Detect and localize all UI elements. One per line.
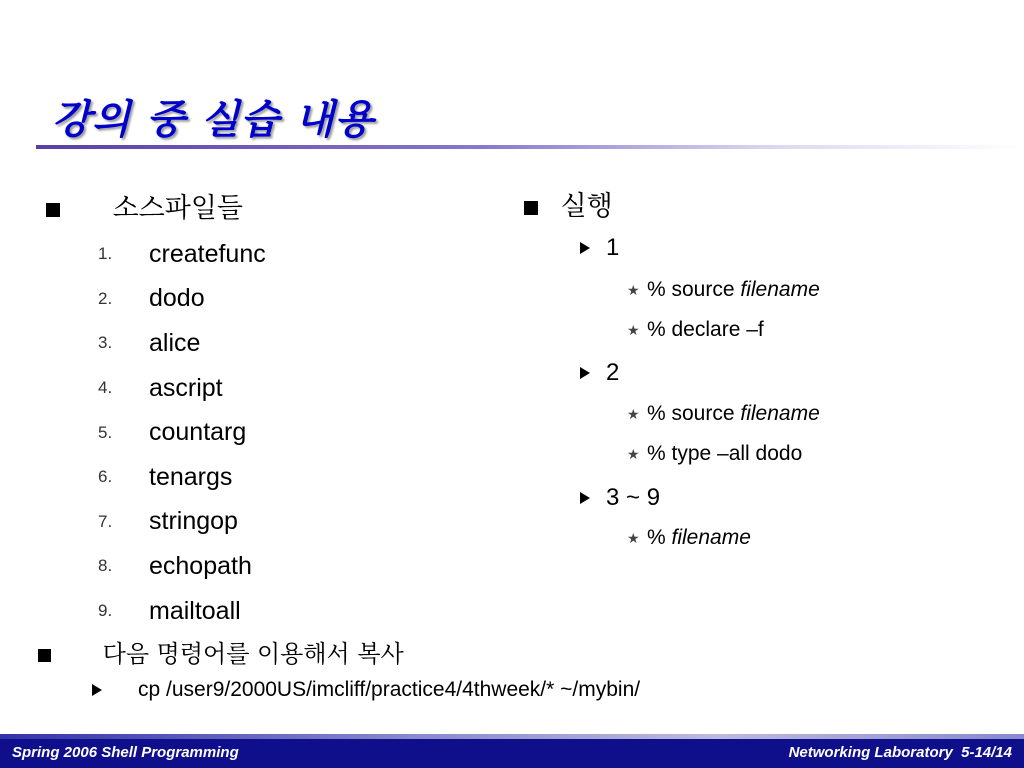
list-item <box>98 321 266 366</box>
list-number: 9. <box>98 601 113 621</box>
command-line: ★ % declare –f <box>627 318 764 341</box>
square-bullet-icon <box>38 649 51 662</box>
file-name: mailtoall <box>149 596 241 625</box>
command-line: ★ % source filename <box>627 402 820 425</box>
copy-command <box>92 678 640 702</box>
command-line: ★ % source filename <box>627 278 820 301</box>
star-bullet-icon: ★ <box>627 445 640 462</box>
footer-page-info: Networking Laboratory 5-14/14 <box>788 744 1012 761</box>
file-name: alice <box>149 328 201 357</box>
list-item <box>98 277 266 322</box>
copy-section-heading <box>38 634 404 669</box>
command-line: ★ % filename <box>627 526 751 549</box>
footer-course: Spring 2006 Shell Programming <box>12 744 239 761</box>
list-number: 6. <box>98 467 113 487</box>
copy-section-heading-text: 다음 명령어를 이용해서 복사 <box>102 640 404 668</box>
list-item <box>98 410 266 455</box>
file-name: echopath <box>149 551 252 580</box>
triangle-bullet-icon <box>580 242 590 254</box>
right-section-heading-text: 실행 <box>560 191 613 222</box>
left-section-heading-text: 소스파일들 <box>112 193 244 224</box>
list-number: 3. <box>98 333 113 353</box>
left-section-heading <box>46 186 243 225</box>
list-number: 8. <box>98 556 113 576</box>
source-file-list <box>98 232 266 633</box>
list-number: 1. <box>98 244 113 264</box>
file-name: tenargs <box>149 462 233 491</box>
list-number: 7. <box>98 511 113 531</box>
square-bullet-icon <box>524 201 538 215</box>
list-item <box>98 232 266 277</box>
file-name: dodo <box>149 284 205 313</box>
triangle-bullet-icon <box>580 492 590 504</box>
file-name: createfunc <box>149 239 266 268</box>
star-bullet-icon: ★ <box>627 321 640 338</box>
right-section-heading <box>524 184 613 223</box>
run-group-label: 3 ~ 9 <box>580 484 660 512</box>
command-line: ★ % type –all dodo <box>627 442 803 465</box>
copy-command-text: cp /user9/2000US/imcliff/practice4/4thweek/* ~/mybin/ <box>138 678 641 701</box>
run-group-label: 1 <box>580 234 619 262</box>
list-item <box>98 500 266 545</box>
run-group-label: 2 <box>580 359 619 387</box>
square-bullet-icon <box>46 203 60 217</box>
slide-title: 강의 중 실습 내용 <box>52 97 375 143</box>
file-name: stringop <box>149 507 238 536</box>
list-number: 2. <box>98 288 113 308</box>
star-bullet-icon: ★ <box>627 281 640 298</box>
footer-bar <box>0 739 1024 768</box>
list-number: 4. <box>98 378 113 398</box>
file-name: countarg <box>149 418 247 447</box>
triangle-bullet-icon <box>92 684 102 696</box>
star-bullet-icon: ★ <box>627 529 640 546</box>
file-name: ascript <box>149 373 223 402</box>
list-item <box>98 455 266 500</box>
title-divider <box>36 145 1024 149</box>
list-item <box>98 366 266 411</box>
star-bullet-icon: ★ <box>627 405 640 422</box>
triangle-bullet-icon <box>580 367 590 379</box>
list-item <box>98 589 266 634</box>
list-item <box>98 544 266 589</box>
list-number: 5. <box>98 422 113 442</box>
